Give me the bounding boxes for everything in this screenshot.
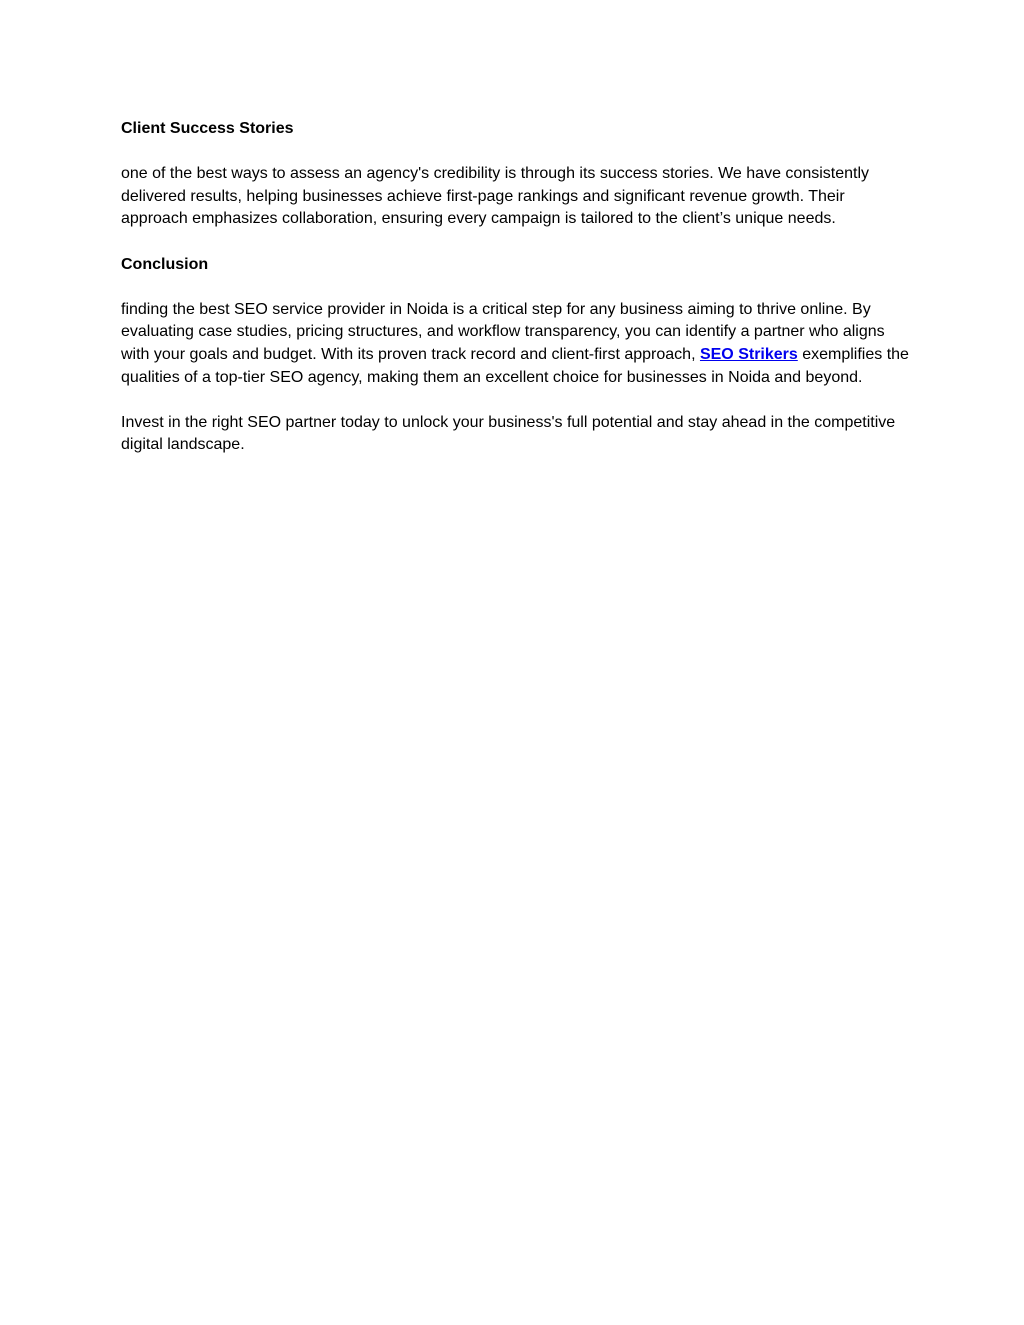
closing-paragraph: Invest in the right SEO partner today to unlock your business's full potential and stay ahead in the competitive digital landscape. [121,413,896,454]
conclusion-text-after-link: exemplifies the qualities of a top-tier SEO agency, making them an excellent choice for businesses in Noida and beyond. [121,345,909,386]
conclusion-paragraph [121,299,911,389]
conclusion-text-before-link: finding the best SEO service provider in Noida is a critical step for any business aiming to thrive online. By evaluating case studies, pricing structures, and workflow transparency, you can identify a partner who aligns with your goals and budget. With its proven track record and client-first approach, [121,300,885,363]
client-success-paragraph: one of the best ways to assess an agency's credibility is through its success stories. We have consistently delivered results, helping businesses achieve first-page rankings and significant revenue growth. Their approach emphasizes collaboration, ensuring every campaign is tailored to the client’s unique needs. [121,165,870,228]
section-heading-client-success: Client Success Stories [121,120,294,137]
seo-strikers-link[interactable]: SEO Strikers [699,345,798,363]
document-page [121,118,911,480]
section-heading-conclusion: Conclusion [121,255,209,273]
